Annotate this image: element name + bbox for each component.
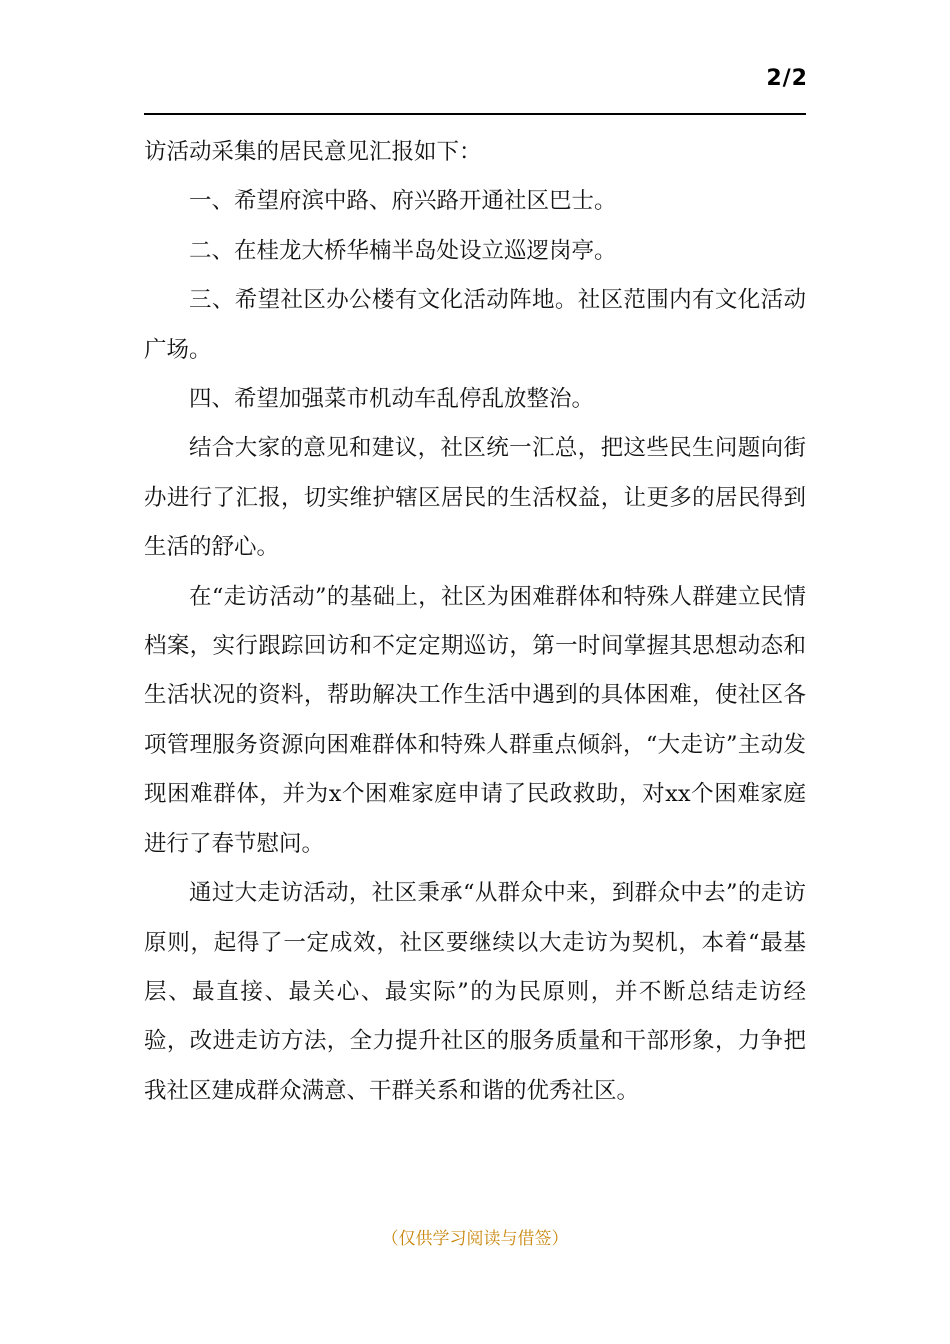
document-body: [144, 128, 806, 1116]
header-divider: [144, 113, 806, 115]
paragraph-item-3: 三、希望社区办公楼有文化活动阵地。社区范围内有文化活动广场。: [144, 287, 806, 363]
paragraph-item-2: 二、在桂龙大桥华楠半岛处设立巡逻岗亭。: [189, 237, 617, 264]
paragraph-item-4: 四、希望加强菜市机动车乱停乱放整治。: [189, 386, 595, 413]
page-number: 2/2: [766, 66, 808, 91]
footer-note: （仅供学习阅读与借签）: [381, 1229, 569, 1249]
paragraph-records: 在“走访活动”的基础上，社区为困难群体和特殊人群建立民情档案，实行跟踪回访和不定定期巡访，第一时间掌握其思想动态和生活状况的资料，帮助解决工作生活中遇到的具体困难，使社区各项管理服务资源向困难群体和特殊人群重点倾斜，“大走访”主动发现困难群体，并为x个困难家庭申请了民政救助，对xx个困难家庭进行了春节慰问。: [144, 583, 806, 857]
paragraph-conclusion: 通过大走访活动，社区秉承“从群众中来，到群众中去”的走访原则，起得了一定成效，社区要继续以大走访为契机，本着“最基层、最直接、最关心、最实际”的为民原则，并不断总结走访经验，改进走访方法，全力提升社区的服务质量和干部形象，力争把我社区建成群众满意、干群关系和谐的优秀社区。: [144, 880, 806, 1104]
paragraph-intro: 访活动采集的居民意见汇报如下：: [144, 139, 482, 165]
paragraph-summary: 结合大家的意见和建议，社区统一汇总，把这些民生问题向街办进行了汇报，切实维护辖区居民的生活权益，让更多的居民得到生活的舒心。: [144, 435, 806, 561]
paragraph-item-1: 一、希望府滨中路、府兴路开通社区巴士。: [189, 188, 617, 215]
